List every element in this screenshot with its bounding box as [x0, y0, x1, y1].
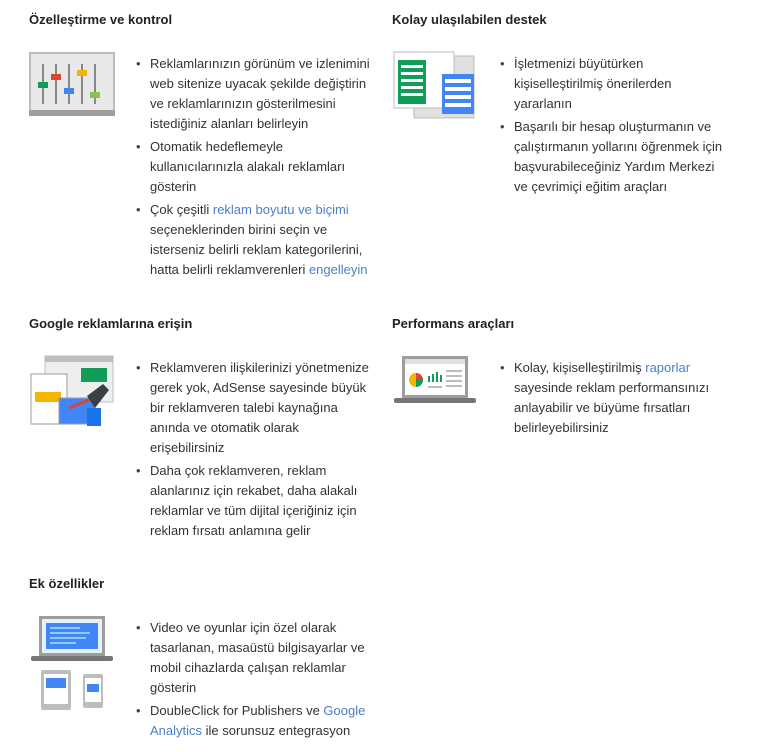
text: Kolay, kişiselleştirilmiş — [514, 360, 646, 375]
text: sayesinde reklam performansınızı anlayabilir ve büyüme fırsatları belirleyebilirsiniz — [514, 380, 710, 435]
list-item: • Reklamveren ilişkilerinizi yönetmenize gerek yok, AdSense sayesinde büyük bir reklamveren talebi kaynağına anında ve otomatik olarak erişebilirsiniz — [136, 358, 376, 458]
section-title: Performans araçları — [392, 316, 515, 331]
list-item: • Başarılı bir hesap oluşturmanın ve çalıştırmanın yollarını öğrenmek için başvurabileceğiniz Yardım Merkezi ve çevrimiçi eğitim araçları — [500, 117, 730, 197]
section-title: Kolay ulaşılabilen destek — [392, 12, 547, 27]
help-documents-icon — [392, 50, 478, 125]
list-item: • İşletmenizi büyütürken kişiselleştirilmiş önerilerden yararlanın — [500, 54, 730, 114]
devices-icon — [29, 614, 115, 719]
sliders-icon — [29, 52, 115, 135]
text: Çok çeşitli — [150, 202, 213, 217]
section-performance — [392, 316, 732, 456]
section-extra — [29, 576, 379, 752]
section-support — [392, 12, 732, 242]
ad-size-format-link[interactable]: reklam boyutu ve biçimi — [212, 202, 349, 217]
list-item: • Reklamlarınızın görünüm ve izlenimini web sitenize uyacak şekilde değiştirin ve reklamlarınızın gösterilmesini istediğiniz alanları belirleyin — [136, 54, 376, 134]
laptop-report-icon — [392, 354, 478, 411]
list-item — [136, 701, 376, 741]
text: DoubleClick for Publishers ve — [150, 703, 324, 718]
list-item: • Daha çok reklamveren, reklam alanlarınız için rekabet, daha alakalı reklamlar ve tüm dijital içeriğiniz için reklam fırsatı anlamına gelir — [136, 461, 376, 541]
section-access — [29, 316, 379, 546]
list-item: • Otomatik hedeflemeyle kullanıcılarınızla alakalı reklamları gösterin — [136, 137, 376, 197]
google-analytics-link[interactable]: Google Analytics — [150, 703, 366, 738]
section-title: Google reklamlarına erişin — [29, 316, 193, 331]
reports-link[interactable]: raporlar — [645, 360, 691, 375]
list-item: • Video ve oyunlar için özel olarak tasarlanan, masaüstü bilgisayarlar ve mobil cihazlarda çalışan reklamlar gösterin — [136, 618, 376, 698]
list-item — [500, 358, 730, 438]
multi-device-ads-icon — [29, 354, 115, 435]
block-link[interactable]: engelleyin — [308, 262, 368, 277]
section-title: Ek özellikler — [29, 576, 105, 591]
list-item — [136, 200, 376, 280]
section-customization — [29, 12, 379, 302]
section-title: Özelleştirme ve kontrol — [29, 12, 173, 27]
text: ile sorunsuz entegrasyon — [202, 723, 351, 738]
text: seçeneklerinden birini seçin ve isterseniz belirli reklam kategorilerini, hatta belirli reklamverenleri — [150, 222, 363, 277]
